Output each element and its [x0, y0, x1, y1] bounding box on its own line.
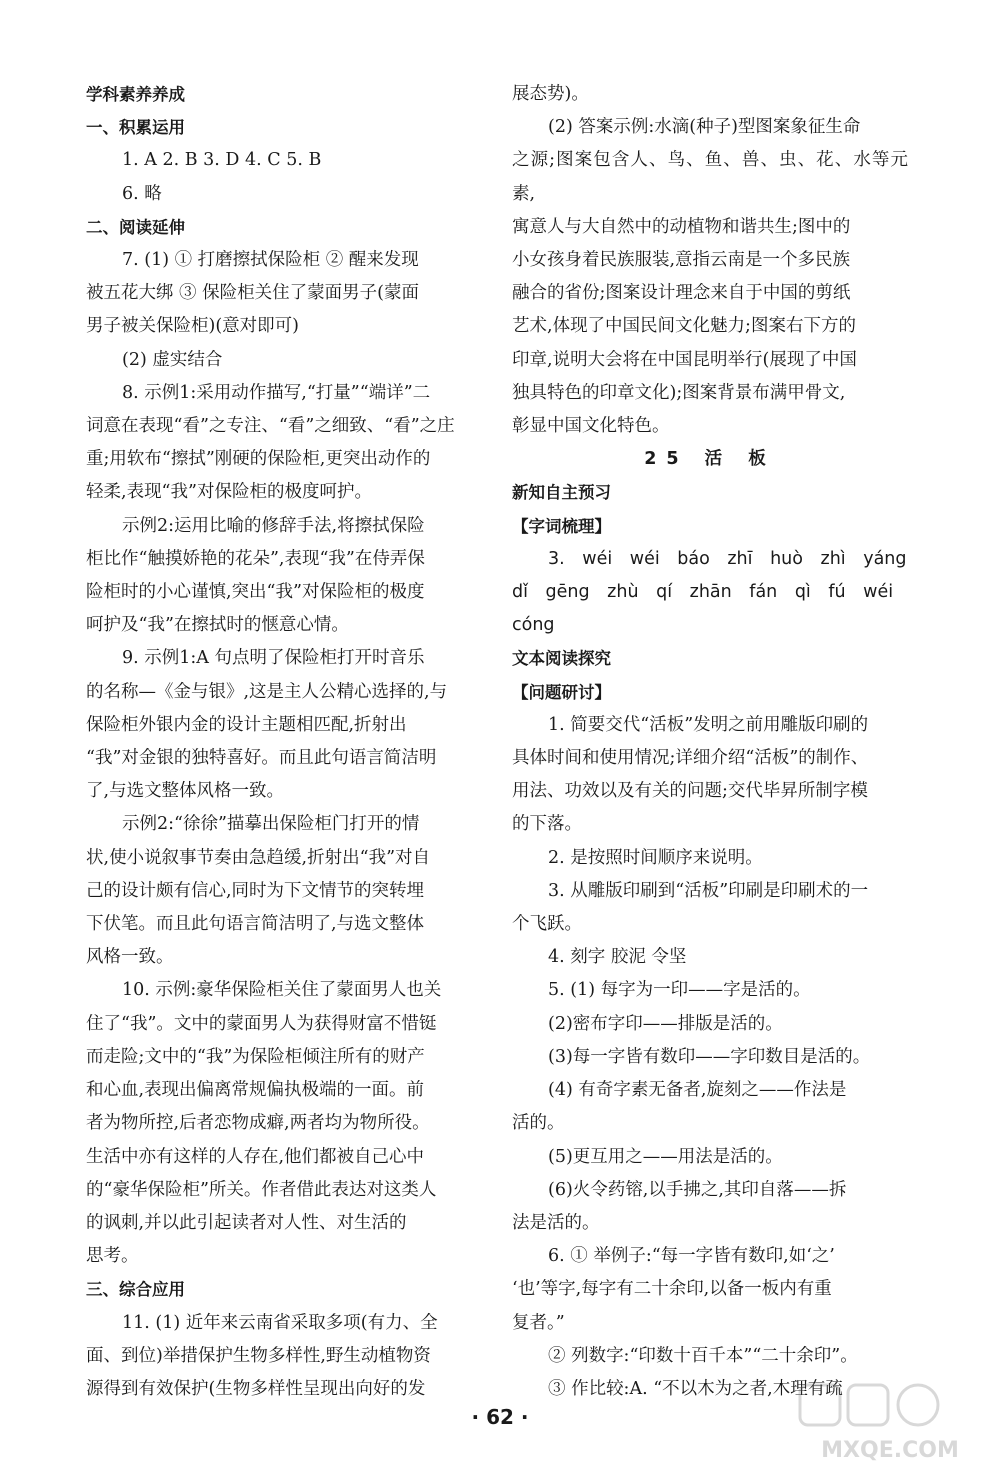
- text-line: 具体时间和使用情况;详细介绍“活板”的制作、: [512, 748, 869, 769]
- text-line: 面、到位)举措保护生物多样性,野生动植物资: [86, 1345, 431, 1366]
- text-line: 三、综合应用: [86, 1280, 185, 1300]
- watermark-text: MXQE.COM: [821, 1438, 959, 1463]
- text-line: 融合的省份;图案设计理念来自于中国的剪纸: [512, 283, 851, 304]
- text-line: ③ 作比较:A. “不以木为之者,木理有疏: [548, 1378, 843, 1399]
- text-line: 学科素养养成: [86, 85, 185, 104]
- text-line: 4. 刻字 胶泥 令坚: [548, 947, 687, 968]
- text-line: 源得到有效保护(生物多样性呈现出向好的发: [86, 1378, 426, 1399]
- text-line: 2. 是按照时间顺序来说明。: [548, 847, 763, 868]
- text-line: 生活中亦有这样的人存在,他们都被自己心中: [86, 1146, 425, 1167]
- text-line: 6. ① 举例子:“每一字皆有数印,如‘之’: [548, 1246, 835, 1267]
- text-line: 3. 从雕版印刷到“活板”印刷是印刷术的一: [548, 880, 869, 901]
- text-line: 的“豪华保险柜”所关。作者借此表达对这类人: [86, 1179, 437, 1200]
- text-line: 25 活 板: [644, 449, 776, 470]
- text-line: ② 列数字:“印数十百千本”“二十余印”。: [548, 1345, 858, 1366]
- text-line: 了,与选文整体风格一致。: [86, 781, 285, 802]
- text-line: 法是活的。: [512, 1212, 600, 1233]
- text-line: 被五花大绑 ③ 保险柜关住了蒙面男子(蒙面: [86, 283, 419, 304]
- text-line: (5)更互用之——用法是活的。: [548, 1146, 783, 1167]
- text-line: 10. 示例:豪华保险柜关住了蒙面男人也关: [122, 980, 442, 1001]
- text-line: 展态势)。: [512, 84, 589, 104]
- text-line: 【问题研讨】: [512, 682, 611, 702]
- text-line: 独具特色的印章文化);图案背景布满甲骨文,: [512, 382, 846, 403]
- text-line: dǐ gēng zhù qí zhān fán qì fú wéi: [512, 582, 894, 603]
- text-line: (2) 虚实结合: [122, 349, 223, 370]
- text-line: 1. 简要交代“活板”发明之前用雕版印刷的: [548, 714, 869, 735]
- text-line: 下伏笔。而且此句语言简洁明了,与选文整体: [86, 914, 425, 935]
- text-line: 轻柔,表现“我”对保险柜的极度呵护。: [86, 482, 372, 503]
- text-line: 11. (1) 近年来云南省采取多项(有力、全: [122, 1312, 438, 1333]
- watermark-logo: [790, 1381, 990, 1465]
- text-line: 保险柜外银内金的设计主题相匹配,折射出: [86, 714, 407, 735]
- left-column: [86, 78, 478, 1406]
- text-line: 5. (1) 每字为一印——字是活的。: [548, 980, 811, 1001]
- text-line: 风格一致。: [86, 947, 174, 968]
- text-line: 示例2:运用比喻的修辞手法,将擦拭保险: [122, 515, 425, 536]
- text-line: 【字词梳理】: [512, 516, 611, 536]
- text-line: 复者。”: [512, 1312, 565, 1333]
- text-line: “我”对金银的独特喜好。而且此句语言简洁明: [86, 748, 437, 769]
- text-line: 重;用软布“擦拭”刚硬的保险柜,更突出动作的: [86, 449, 431, 470]
- text-line: 个飞跃。: [512, 914, 582, 935]
- text-line: 9. 示例1:A 句点明了保险柜打开时音乐: [122, 648, 425, 669]
- text-line: 思考。: [86, 1246, 139, 1267]
- text-line: 活的。: [512, 1113, 565, 1134]
- text-line: 住了“我”。文中的蒙面男人为获得财富不惜铤: [86, 1013, 437, 1034]
- text-line: 柜比作“触摸娇艳的花朵”,表现“我”在侍弄保: [86, 548, 425, 569]
- text-line: 7. (1) ① 打磨擦拭保险柜 ② 醒来发现: [122, 250, 419, 271]
- text-line: 者为物所控,后者恋物成癖,两者均为物所役。: [86, 1113, 430, 1134]
- text-line: 寓意人与大自然中的动植物和谐共生;图中的: [512, 216, 851, 237]
- text-line: 示例2:“徐徐”描摹出保险柜门打开的情: [122, 814, 420, 835]
- text-line: (6)火令药镕,以手拂之,其印自落——拆: [548, 1179, 847, 1200]
- text-line: 险柜时的小心谨慎,突出“我”对保险柜的极度: [86, 582, 425, 603]
- text-line: 二、阅读延伸: [86, 217, 185, 237]
- text-line: 印章,说明大会将在中国昆明举行(展现了中国: [512, 349, 857, 370]
- text-line: 新知自主预习: [512, 483, 611, 503]
- page-number: · 62 ·: [471, 1405, 529, 1429]
- text-line: 8. 示例1:采用动作描写,“打量”“端详”二: [122, 382, 431, 403]
- text-line: 己的设计颇有信心,同时为下文情节的突转埋: [86, 880, 425, 901]
- text-line: 而走险;文中的“我”为保险柜倾注所有的财产: [86, 1046, 425, 1067]
- text-line: 艺术,体现了中国民间文化魅力;图案右下方的: [512, 316, 856, 337]
- text-line: 词意在表现“看”之专注、“看”之细致、“看”之庄: [86, 416, 455, 437]
- text-line: 的下落。: [512, 814, 582, 835]
- watermark-mark-icon: [800, 1385, 938, 1425]
- text-line: ‘也’等字,每字有二十余印,以备一板内有重: [512, 1279, 832, 1300]
- text-line: (2)密布字印——排版是活的。: [548, 1013, 783, 1034]
- right-column: [512, 78, 908, 1406]
- text-line: (4) 有奇字素无备者,旋刻之——作法是: [548, 1080, 847, 1101]
- text-line: 1. A 2. B 3. D 4. C 5. B: [122, 150, 322, 171]
- text-line: 男子被关保险柜)(意对即可): [86, 316, 299, 337]
- text-line: 用法、功效以及有关的问题;交代毕昇所制字模: [512, 781, 868, 802]
- text-line: 呵护及“我”在擦拭时的惬意心情。: [86, 615, 349, 636]
- text-line: 3. wéi wéi báo zhī huò zhì yáng: [548, 548, 907, 569]
- text-line: 和心血,表现出偏离常规偏执极端的一面。前: [86, 1080, 425, 1101]
- text-line: 的讽刺,并以此引起读者对人性、对生活的: [86, 1212, 407, 1233]
- text-line: 一、积累运用: [86, 118, 185, 138]
- text-line: 文本阅读探究: [512, 649, 611, 669]
- text-line: (3)每一字皆有数印——字印数目是活的。: [548, 1046, 871, 1067]
- text-line: 之源;图案包含人、鸟、鱼、兽、虫、花、水等元素,: [512, 150, 908, 204]
- text-line: cóng: [512, 615, 555, 636]
- text-line: 彰显中国文化特色。: [512, 416, 670, 437]
- text-line: (2) 答案示例:水滴(种子)型图案象征生命: [548, 117, 861, 138]
- text-line: 的名称—《金与银》,这是主人公精心选择的,与: [86, 681, 448, 702]
- text-line: 小女孩身着民族服装,意指云南是一个多民族: [512, 250, 851, 271]
- text-line: 6. 略: [122, 183, 162, 204]
- text-line: 状,使小说叙事节奏由急趋缓,折射出“我”对自: [86, 847, 431, 868]
